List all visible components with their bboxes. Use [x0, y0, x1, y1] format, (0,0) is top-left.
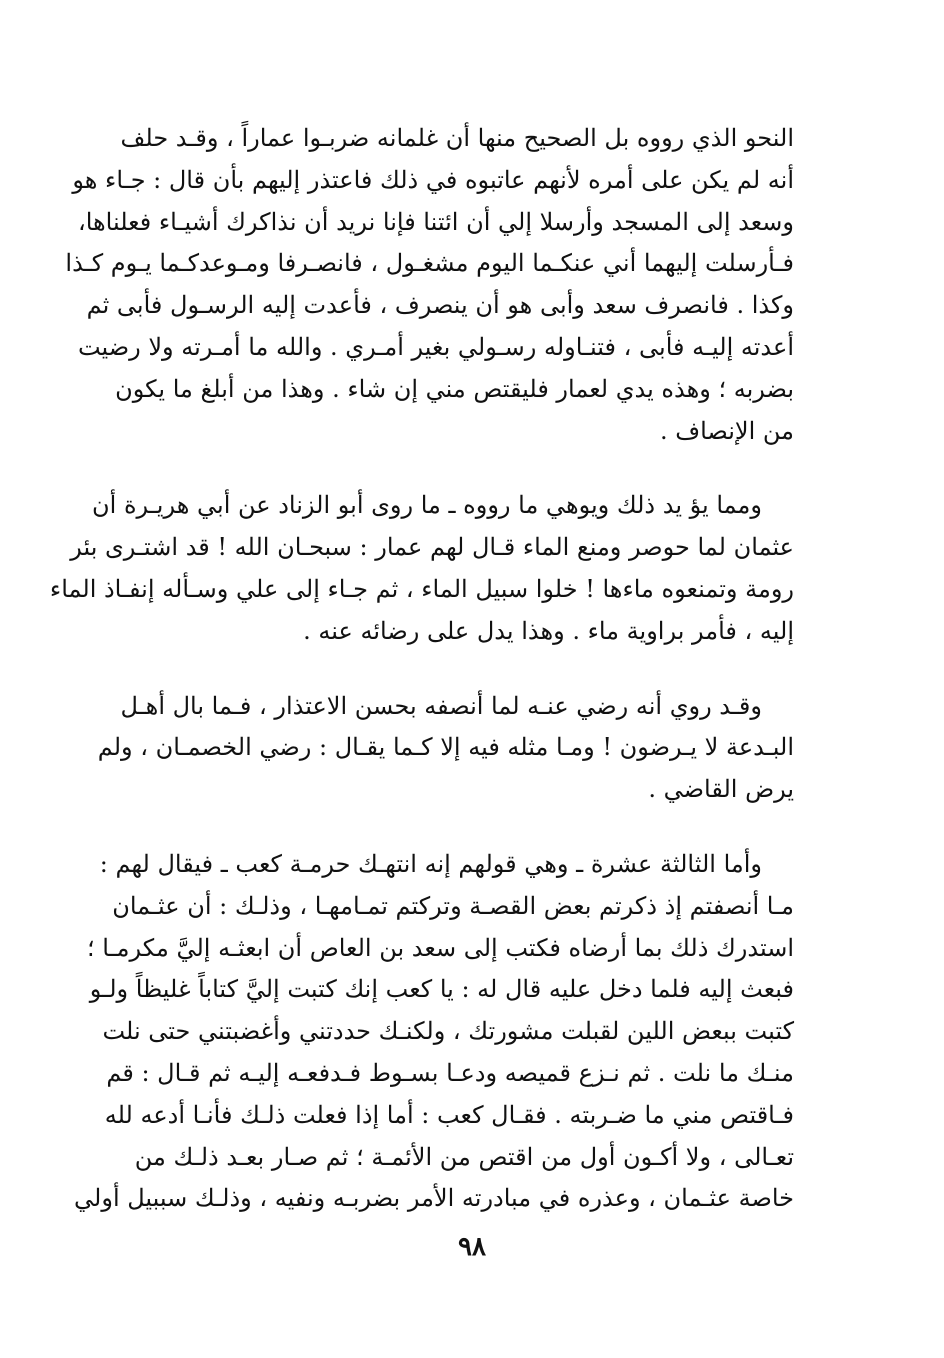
text-line-content: يرض القاضي .: [648, 775, 794, 804]
text-line: [120, 686, 794, 728]
text-line: [87, 928, 794, 970]
text-line-content: فـاقتص مني ما ضـربته . فقـال كعب : أما إذا فعلت ذلـك فأنـا أدعه لله: [104, 1100, 794, 1129]
text-line: [70, 527, 794, 569]
text-line-content: وسعد إلى المسجد وأرسلا إلي أن ائتنا فإنا نريد أن نذاكرك أشيـاء فعلناها،: [77, 207, 794, 236]
text-line: [115, 369, 794, 411]
text-line: [92, 485, 794, 527]
text-line: [77, 327, 794, 369]
text-line-content: كتبت ببعض اللين لقبلت مشورتك ، ولكنـك حددتني وأغضبتني حتى نلت: [102, 1017, 794, 1046]
text-line: [65, 243, 794, 285]
text-line: [74, 1178, 794, 1220]
text-line: [86, 285, 794, 327]
text-line: [77, 202, 794, 244]
text-line: [134, 1137, 794, 1179]
text-line: [99, 844, 794, 886]
text-line: [140, 769, 794, 811]
text-line-content: فـأرسلت إليهما أني عنكـما اليوم مشغـول ، فانصـرفا ومـوعدكـما يـوم كـذا: [65, 249, 794, 278]
text-line-content: عثمان لما حوصر ومنع الماء قـال لهم عمار : سبحـان الله ! قد اشتـرى بئر: [70, 533, 794, 562]
page-number: ٩٨: [458, 1232, 486, 1262]
text-line: [106, 1053, 794, 1095]
paragraph: [74, 844, 794, 1220]
text-line-content: فبعث إليه فلما دخل عليه قال له : يا كعب إنك كتبت إليَّ كتاباً غليظاً ولـو: [89, 975, 794, 1004]
text-line: [72, 160, 794, 202]
text-line-content: وكذا . فانصرف سعد وأبى هو أن ينصرف ، فأعدت إليه الرسـول فأبى ثم: [86, 291, 794, 320]
text-line-content: من الإنصاف .: [659, 416, 794, 445]
text-line-content: منـك ما نلت . ثم نـزع قميصه ودعـا بسـوط فـدفعـه إليـه ثم قـال : قم: [106, 1058, 794, 1087]
text-line: [102, 1011, 794, 1053]
text-line: [97, 727, 794, 769]
paragraph: [49, 485, 794, 652]
paragraph: [65, 118, 794, 452]
text-line-content: بضربه ؛ وهذه يدي لعمار فليقتص مني إن شاء . وهذا من أبلغ ما يكون: [115, 374, 794, 403]
body-text: [49, 118, 794, 1253]
text-line: [140, 411, 794, 453]
text-line: [120, 118, 794, 160]
text-line: [112, 886, 794, 928]
text-line-content: أعدته إليـه فأبى ، فتنـاوله رسـولي بغير أمـري . والله ما أمـرته ولا رضيت: [77, 332, 794, 361]
text-line: [104, 1095, 794, 1137]
text-line-content: مـا أنصفتم إذ ذكرتم بعض القصـة وتركتم تمـامهـا ، وذلـك : أن عثـمان: [112, 891, 794, 920]
paragraph: [97, 686, 794, 811]
text-line-content: رومة وتمنعوه ماءها ! خلوا سبيل الماء ، ثم جـاء إلى علي وسـأله إنفـاذ الماء: [49, 574, 794, 603]
text-line-content: استدرك ذلك بما أرضاه فكتب إلى سعد بن العاص أن ابعثـه إليَّ مكرمـا ؛: [87, 933, 794, 962]
text-line: [49, 569, 794, 611]
text-line-content: وأما الثالثة عشرة ـ وهي قولهم إنه انتهـك حرمـة كعب ـ فيقال لهم :: [99, 849, 762, 878]
text-line-content: أنه لم يكن على أمره لأنهم عاتبوه في ذلك فاعتذر إليهم بأن قال : جـاء هو: [72, 165, 794, 194]
text-line-content: وقـد روي أنه رضي عنـه لما أنصفه بحسن الاعتذار ، فـما بال أهـل: [120, 691, 762, 720]
text-line-content: ومما يؤ يد ذلك ويوهي ما رووه ـ ما روى أبو الزناد عن أبي هريـرة أن: [92, 491, 762, 520]
text-line: [140, 611, 794, 653]
text-line-content: النحو الذي رووه بل الصحيح منها أن غلمانه ضربـوا عماراً ، وقـد حلف: [120, 124, 794, 152]
text-line-content: تعـالى ، ولا أكـون أول من اقتص من الأئمـة ؛ ثم صـار بعـد ذلـك من: [134, 1142, 794, 1171]
text-line: [89, 969, 794, 1011]
text-line-content: خاصة عثـمان ، وعذره في مبادرته الأمر بضربـه ونفيه ، وذلـك سببيل أولي: [74, 1184, 794, 1213]
text-line-content: البـدعة لا يـرضون ! ومـا مثله فيه إلا كـما يقـال : رضي الخصمـان ، ولم: [97, 733, 794, 762]
text-line-content: إليه ، فأمر براوية ماء . وهذا يدل على رضائه عنه .: [303, 616, 794, 645]
